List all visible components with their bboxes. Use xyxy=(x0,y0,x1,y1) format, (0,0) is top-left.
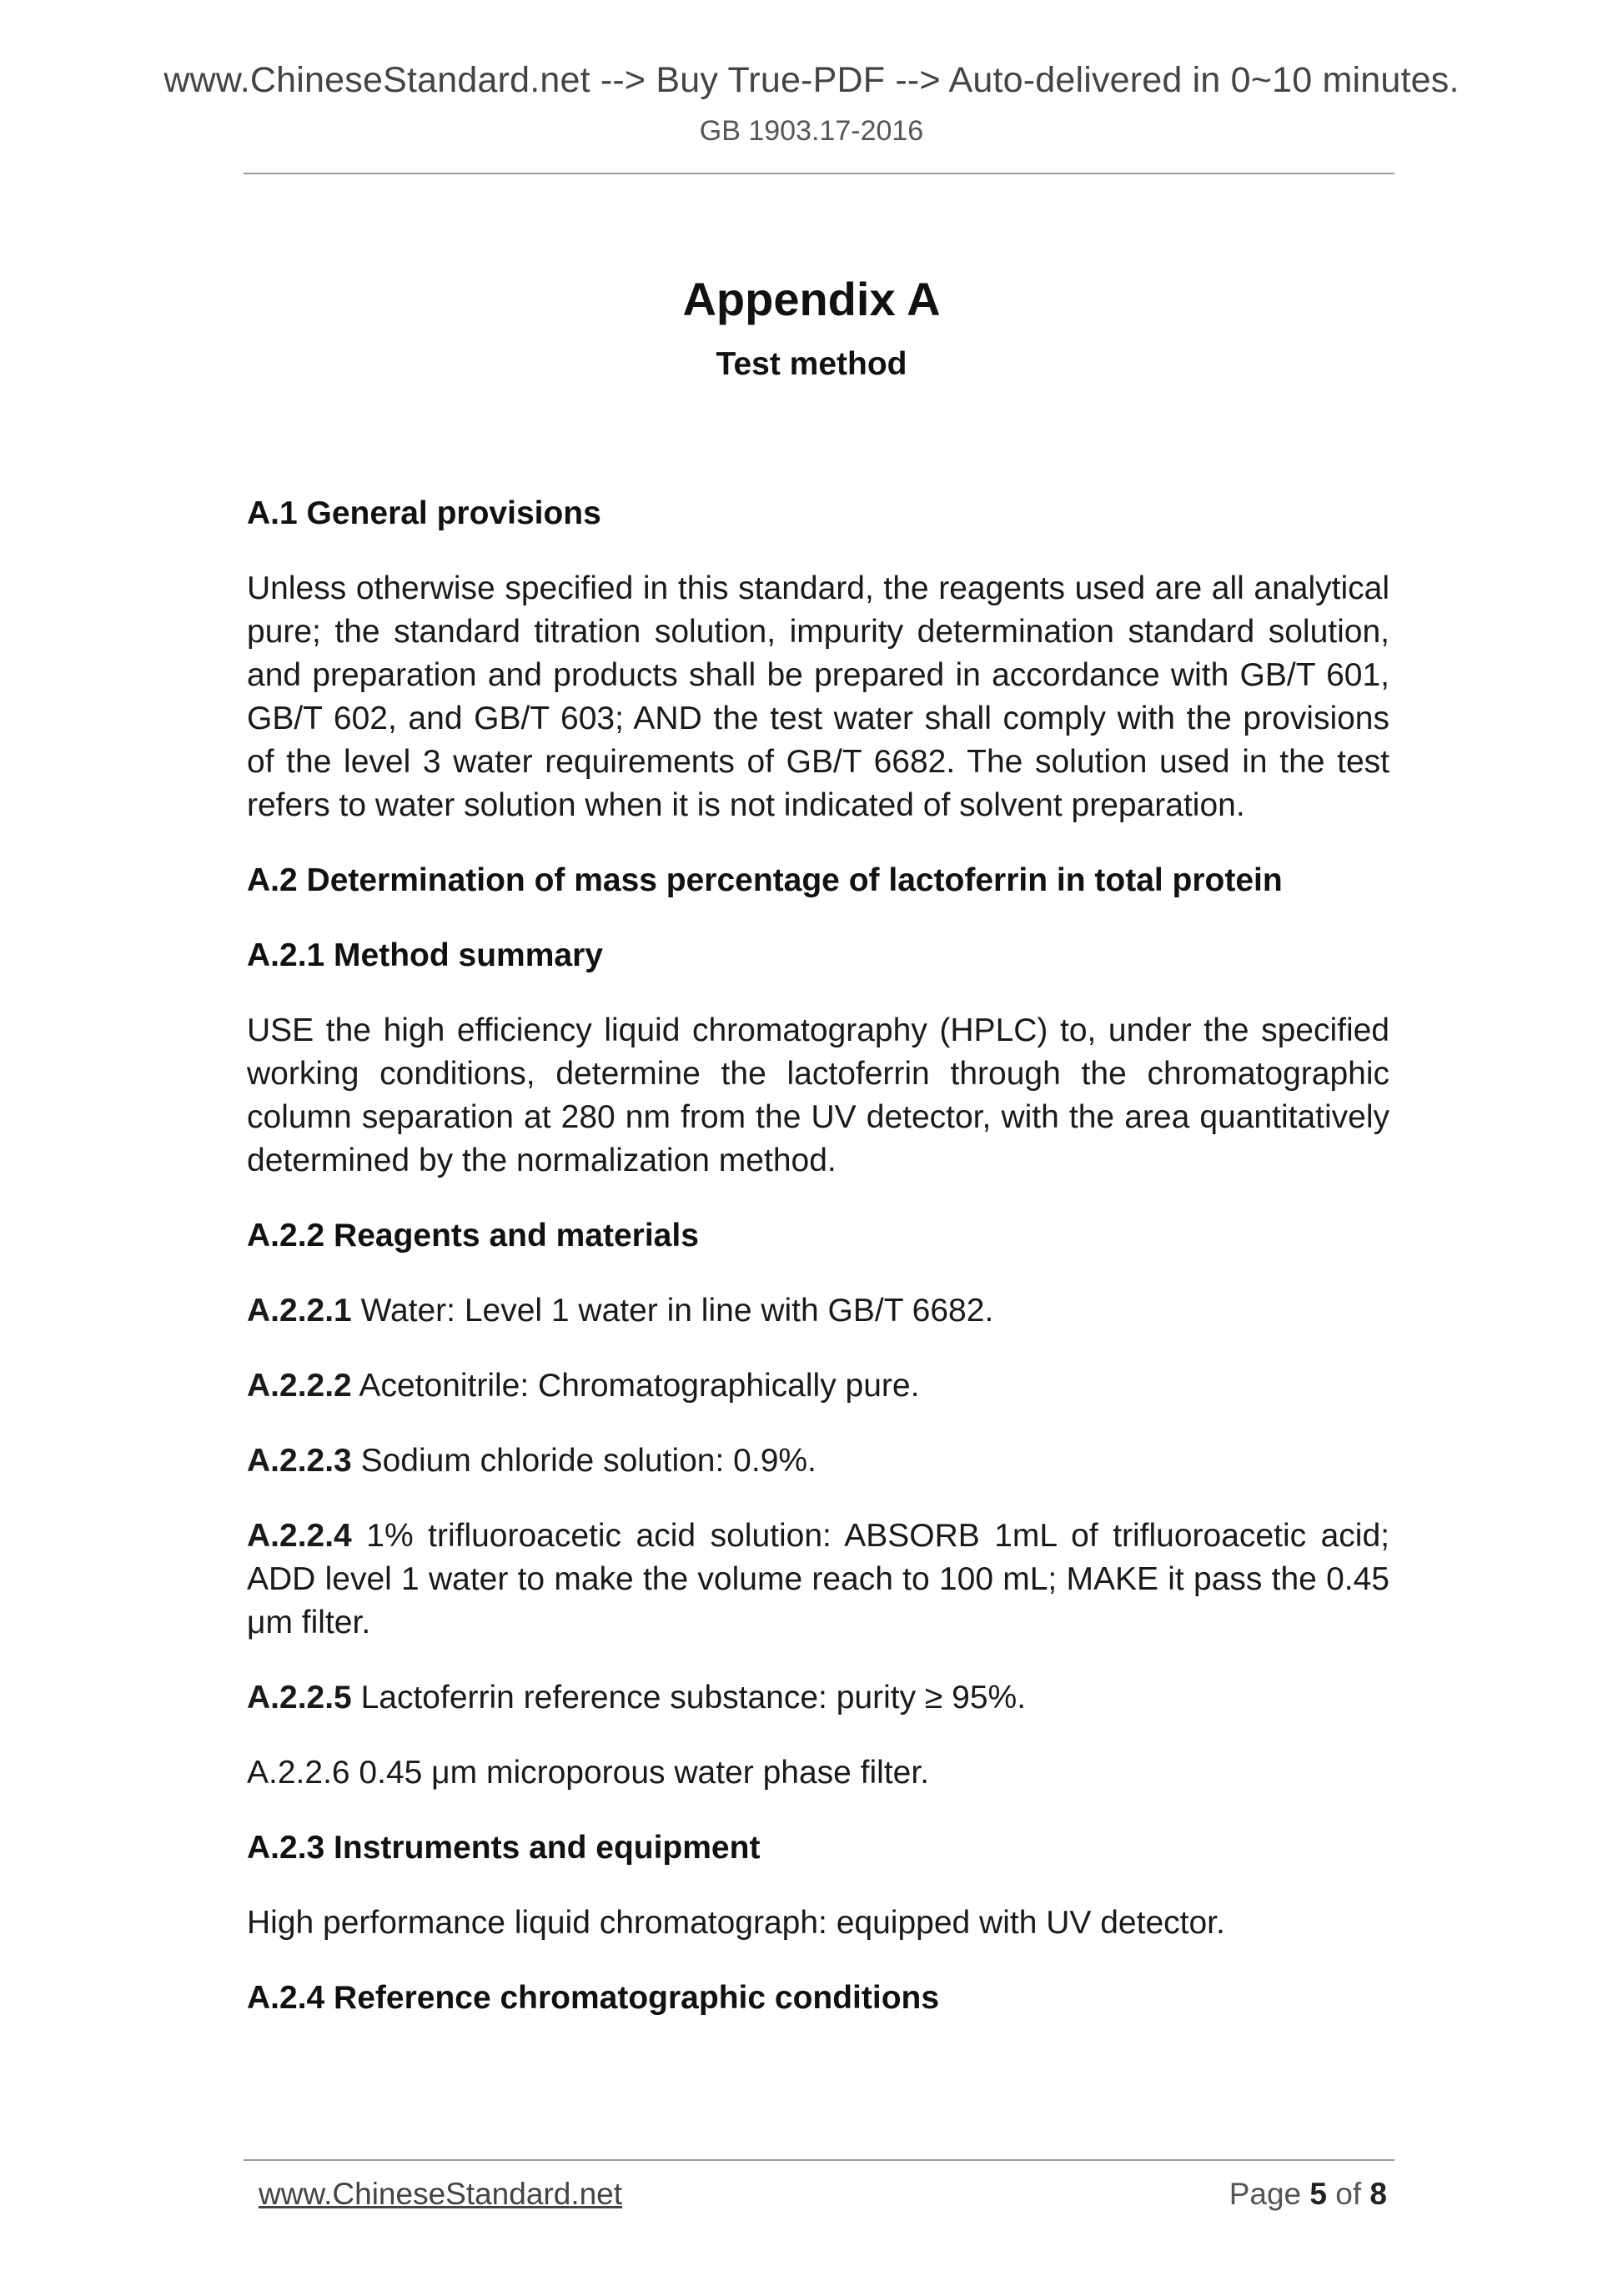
page-total: 8 xyxy=(1369,2177,1387,2211)
section-heading-a1: A.1 General provisions xyxy=(247,495,601,531)
paragraph-a23: High performance liquid chromatograph: equipped with UV detector. xyxy=(247,1905,1225,1941)
header-divider xyxy=(244,173,1394,174)
clause-number: A.2.2.5 xyxy=(247,1680,352,1716)
page-indicator: Page 5 of 8 xyxy=(1229,2177,1387,2211)
clause-a225 xyxy=(247,1676,1389,1720)
section-heading-a21: A.2.1 Method summary xyxy=(247,937,603,973)
paragraph-a21: USE the high efficiency liquid chromatography (HPLC) to, under the specified working conditions, determine the lactoferrin through the chromatographic column separation at 280 nm from the UV detector, with the area quantitatively determined by the normalization method. xyxy=(247,1012,1389,1178)
clause-text: 1% trifluoroacetic acid solution: ABSORB 1mL of trifluoroacetic acid; ADD level 1 water to make the volume reach to 100 mL; MAKE it pass the 0.45 μm filter. xyxy=(247,1518,1389,1640)
clause-a222 xyxy=(247,1364,1389,1408)
appendix-title: Appendix A xyxy=(682,273,941,325)
clause-number: A.2.2.3 xyxy=(247,1443,352,1479)
clause-text: Water: Level 1 water in line with GB/T 6682. xyxy=(351,1293,994,1329)
clause-a221 xyxy=(247,1289,1389,1333)
paragraph-a1: Unless otherwise specified in this standard, the reagents used are all analytical pure; the standard titration solution, impurity determination standard solution, and preparation and products shall be prepared in accordance with GB/T 601, GB/T 602, and GB/T 603; AND the test water shall comply with the provisions of the level 3 water requirements of GB/T 6682. The solution used in the test refers to water solution when it is not indicated of solvent preparation. xyxy=(247,570,1389,823)
section-heading-a23: A.2.3 Instruments and equipment xyxy=(247,1830,761,1866)
appendix-subtitle: Test method xyxy=(716,346,907,382)
header-banner: www.ChineseStandard.net --> Buy True-PDF --> Auto-delivered in 0~10 minutes. xyxy=(163,60,1460,100)
clause-a224 xyxy=(247,1515,1389,1645)
clause-number: A.2.2.4 xyxy=(247,1518,352,1554)
section-heading-a2: A.2 Determination of mass percentage of lactoferrin in total protein xyxy=(247,862,1283,898)
standard-code: GB 1903.17-2016 xyxy=(699,115,924,147)
clause-text: Sodium chloride solution: 0.9%. xyxy=(351,1443,817,1479)
clause-a226: A.2.2.6 0.45 μm microporous water phase filter. xyxy=(247,1755,930,1791)
clause-a223 xyxy=(247,1439,1389,1483)
footer-website-link[interactable]: www.ChineseStandard.net xyxy=(259,2177,623,2211)
clause-number: A.2.2.1 xyxy=(247,1293,352,1329)
section-heading-a24: A.2.4 Reference chromatographic conditions xyxy=(247,1980,940,2016)
clause-number: A.2.2.2 xyxy=(247,1368,352,1404)
footer-divider xyxy=(244,2159,1394,2161)
section-heading-a22: A.2.2 Reagents and materials xyxy=(247,1218,699,1254)
clause-text: Lactoferrin reference substance: purity ≥ 95%. xyxy=(351,1680,1027,1716)
clause-text: Acetonitrile: Chromatographically pure. xyxy=(351,1368,920,1404)
page-current: 5 xyxy=(1309,2177,1327,2211)
document-body xyxy=(247,492,1389,2052)
